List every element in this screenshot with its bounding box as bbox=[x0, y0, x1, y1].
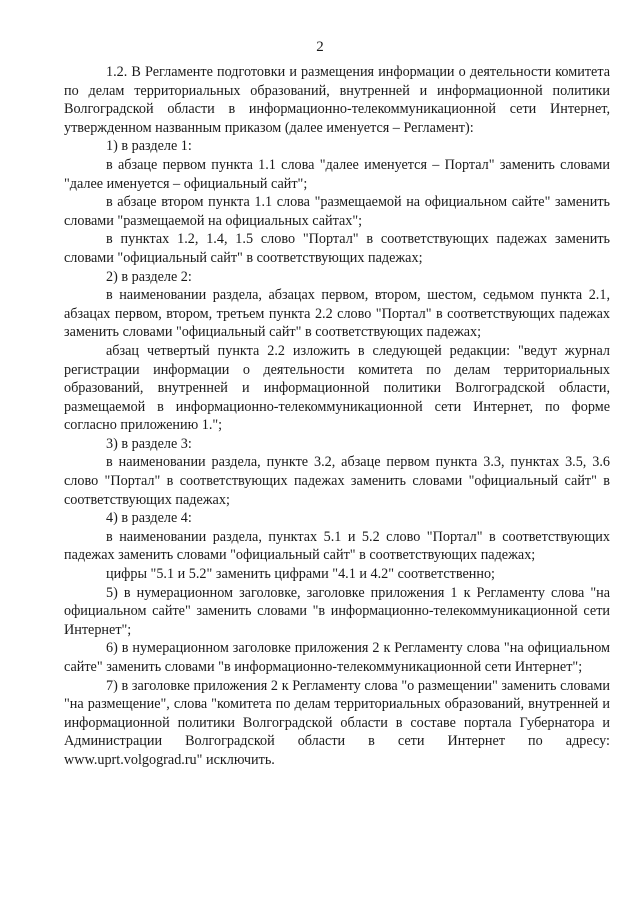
list-item-5: 5) в нумерационном заголовке, заголовке приложения 1 к Регламенту слова "на официальном сайте" заменить словами "в информационно-телекоммуникационной сети Интернет"; bbox=[64, 584, 610, 638]
list-item-4-heading: 4) в разделе 4: bbox=[106, 510, 192, 527]
list-item-6: 6) в нумерационном заголовке приложения 2 к Регламенту слова "на официальном сайте" заменить словами "в информационно-телекоммуникационной сети Интернет"; bbox=[64, 640, 610, 675]
paragraph-1-2-intro: 1.2. В Регламенте подготовки и размещения информации о деятельности комитета по делам территориальных образований, внутренней и информационной политики Волгоградской области в информационно-телекоммуникационной сети Интернет, утвержденном названным приказом (далее именуется – Регламент): bbox=[64, 64, 610, 136]
document-body bbox=[64, 63, 610, 770]
list-item-3-heading: 3) в разделе 3: bbox=[106, 435, 192, 452]
list-item-2-heading: 2) в разделе 2: bbox=[106, 268, 192, 285]
page-number: 2 bbox=[316, 39, 324, 55]
list-item-1-heading: 1) в разделе 1: bbox=[106, 138, 192, 155]
paragraph-section1-clause3: в пунктах 1.2, 1.4, 1.5 слово "Портал" в соответствующих падежах заменить словами "официальный сайт" в соответствующих падежах; bbox=[64, 231, 610, 266]
list-item-7: 7) в заголовке приложения 2 к Регламенту слова "о размещении" заменить словами "на размещение", слова "комитета по делам территориальных образований, внутренней и информационной политики Волгоградской области в составе портала Губернатора и Администрации Волгоградской области в сети Интернет по адресу: www.uprt.volgograd.ru" исключить. bbox=[64, 677, 610, 768]
paragraph-section1-clause2: в абзаце втором пункта 1.1 слова "размещаемой на официальном сайте" заменить словами "размещаемой на официальных сайтах"; bbox=[64, 194, 610, 229]
paragraph-section4-clause2: цифры "5.1 и 5.2" заменить цифрами "4.1 и 4.2" соответственно; bbox=[106, 566, 495, 583]
paragraph-section3-clause1: в наименовании раздела, пункте 3.2, абзаце первом пункта 3.3, пунктах 3.5, 3.6 слово "Портал" в соответствующих падежах заменить словами "официальный сайт" в соответствующих падежах; bbox=[64, 454, 610, 508]
paragraph-section4-clause1: в наименовании раздела, пунктах 5.1 и 5.2 слово "Портал" в соответствующих падежах заменить словами "официальный сайт" в соответствующих падежах; bbox=[64, 528, 610, 564]
paragraph-section1-clause1: в абзаце первом пункта 1.1 слова "далее именуется – Портал" заменить словами "далее именуется – официальный сайт"; bbox=[64, 156, 610, 192]
paragraph-section2-clause2: абзац четвертый пункта 2.2 изложить в следующей редакции: "ведут журнал регистрации информации о деятельности комитета по делам территориальных образований, внутренней и информационной политики Волгоградской области, размещаемой в информационно-телекоммуникационной сети Интернет, по форме согласно приложению 1."; bbox=[64, 342, 610, 434]
paragraph-section2-clause1: в наименовании раздела, абзацах первом, втором, шестом, седьмом пункта 2.1, абзацах первом, втором, третьем пункта 2.2 слово "Портал" в соответствующих падежах заменить словами "официальный сайт" в соответствующих падежах; bbox=[64, 287, 610, 341]
